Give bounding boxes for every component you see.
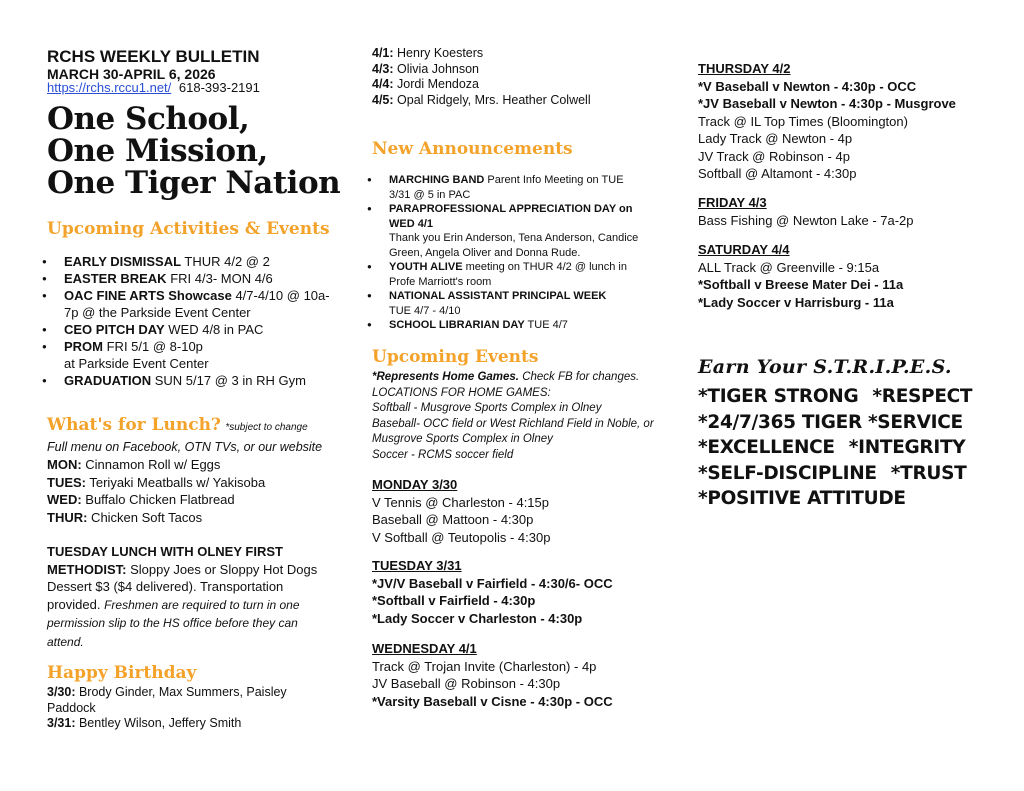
list-item: ● NATIONAL ASSISTANT PRINCIPAL WEEK TUE 4/7 - 4/10 (372, 289, 647, 318)
list-item: 4/1: Henry Koesters (372, 46, 484, 60)
contact-line (47, 80, 260, 95)
motto-line-1: One School, (47, 101, 250, 137)
lunch-heading: What's for Lunch? (47, 415, 221, 435)
day-heading: SATURDAY 4/4 (698, 242, 790, 257)
list-item: 3/30: Brody Ginder, Max Summers, Paisley Paddock (47, 685, 287, 715)
website-link[interactable]: https://rchs.rccu1.net/ (47, 80, 172, 95)
birthday-heading: Happy Birthday (47, 663, 197, 683)
stripes-heading: Earn Your S.T.R.I.P.E.S. (698, 356, 952, 378)
list-item: MON: Cinnamon Roll w/ Eggs (47, 457, 221, 472)
list-item: JV Track @ Robinson - 4p (698, 148, 850, 164)
wednesday-events (372, 640, 613, 710)
friday-events (698, 194, 914, 229)
list-item: ● GRADUATION SUN 5/17 @ 3 in RH Gym (47, 372, 337, 389)
list-item: *V Baseball v Newton - 4:30p - OCC (698, 78, 917, 94)
list-item: 4/5: Opal Ridgely, Mrs. Heather Colwell (372, 92, 591, 107)
list-item: WED: Buffalo Chicken Flatbread (47, 492, 235, 507)
list-item: *TIGER STRONG *RESPECT (698, 386, 973, 407)
motto (47, 103, 340, 199)
bulletin-dates: MARCH 30-APRIL 6, 2026 (47, 66, 216, 82)
list-item: *Lady Soccer v Charleston - 4:30p (372, 610, 583, 626)
list-item: *EXCELLENCE *INTEGRITY (698, 437, 966, 458)
day-heading: FRIDAY 4/3 (698, 195, 767, 210)
list-item: ALL Track @ Greenville - 9:15a (698, 259, 880, 275)
list-item: Track @ IL Top Times (Bloomington) (698, 113, 908, 129)
motto-line-3: One Tiger Nation (47, 165, 341, 201)
list-item: Bass Fishing @ Newton Lake - 7a-2p (698, 212, 914, 228)
tuesday-lunch: TUESDAY LUNCH WITH OLNEY FIRST METHODIST: Sloppy Joes or Sloppy Hot Dogs Dessert $3 ($4 delivered). Transportation provided. Freshmen are required to turn in one permission slip to the HS office before they can attend. (47, 544, 318, 649)
lunch-menu (47, 456, 265, 526)
list-item: *JV Baseball v Newton - 4:30p - Musgrove (698, 96, 956, 111)
list-item: *Lady Soccer v Harrisburg - 11a (698, 294, 894, 310)
list-item: TUES: Teriyaki Meatballs w/ Yakisoba (47, 474, 266, 490)
list-item: *POSITIVE ATTITUDE (698, 488, 906, 509)
lunch-menu-note: Full menu on Facebook, OTN TVs, or our website (47, 440, 323, 454)
day-heading: MONDAY 3/30 (372, 477, 458, 492)
motto-line-2: One Mission, (47, 133, 268, 169)
list-item: *JV/V Baseball v Fairfield - 4:30/6- OCC (372, 575, 613, 591)
list-item: V Tennis @ Charleston - 4:15p (372, 494, 549, 510)
list-item: Baseball @ Mattoon - 4:30p (372, 512, 534, 527)
saturday-events (698, 241, 903, 311)
list-item: Softball @ Altamont - 4:30p (698, 166, 857, 181)
list-item: ● CEO PITCH DAY WED 4/8 in PAC (47, 321, 337, 338)
birthday-list-b (372, 46, 591, 108)
day-heading: WEDNESDAY 4/1 (372, 641, 477, 656)
activities-list (47, 253, 337, 389)
list-item: V Softball @ Teutopolis - 4:30p (372, 529, 551, 545)
list-item: ● PROM FRI 5/1 @ 8-10p at Parkside Event Center (47, 338, 337, 372)
list-item: ● EARLY DISMISSAL THUR 4/2 @ 2 (47, 253, 337, 270)
list-item: *Varsity Baseball v Cisne - 4:30p - OCC (372, 693, 613, 709)
list-item: ● MARCHING BAND Parent Info Meeting on TUE 3/31 @ 5 in PAC (372, 173, 647, 202)
events-notes: *Represents Home Games. Check FB for changes. LOCATIONS FOR HOME GAMES: Softball - Musgrove Sports Complex in Olney Baseball- OCC field or West Richland Field in Noble, or Musgrove Sports Complex in Olney Soccer - RCMS soccer field (372, 371, 654, 461)
day-heading: TUESDAY 3/31 (372, 558, 462, 573)
birthday-list-a (47, 685, 307, 732)
activities-heading: Upcoming Activities & Events (47, 219, 330, 239)
list-item: ● YOUTH ALIVE meeting on THUR 4/2 @ lunch in Profe Marriott's room (372, 260, 647, 289)
lunch-subject-note: *subject to change (225, 422, 308, 433)
list-item: Lady Track @ Newton - 4p (698, 131, 853, 146)
list-item: 3/31: Bentley Wilson, Jeffery Smith (47, 716, 242, 730)
tuesday-events (372, 557, 613, 627)
list-item: *SELF-DISCIPLINE *TRUST (698, 462, 967, 484)
list-item: JV Baseball @ Robinson - 4:30p (372, 676, 561, 691)
list-item: *Softball v Fairfield - 4:30p (372, 593, 536, 608)
stripes-values (698, 384, 972, 512)
announcements-list (372, 173, 647, 333)
list-item: 4/3: Olivia Johnson (372, 61, 480, 76)
list-item: ● PARAPROFESSIONAL APPRECIATION DAY on WED 4/1 Thank you Erin Anderson, Tena Anderson, Candice Green, Angela Oliver and Donna Rude. (372, 202, 647, 260)
events-heading: Upcoming Events (372, 347, 539, 367)
lunch-heading-row (47, 415, 308, 435)
list-item: *24/7/365 TIGER *SERVICE (698, 411, 963, 433)
announcements-heading: New Announcements (372, 139, 573, 159)
day-heading: THURSDAY 4/2 (698, 61, 791, 76)
monday-events (372, 476, 550, 546)
bulletin-title: RCHS WEEKLY BULLETIN (47, 47, 260, 66)
list-item: THUR: Chicken Soft Tacos (47, 509, 203, 525)
list-item: ● SCHOOL LIBRARIAN DAY TUE 4/7 (372, 318, 647, 333)
phone-number: 618-393-2191 (178, 80, 260, 95)
list-item: ● OAC FINE ARTS Showcase 4/7-4/10 @ 10a-7p @ the Parkside Event Center (47, 287, 337, 321)
thursday-events (698, 60, 956, 183)
list-item: ● EASTER BREAK FRI 4/3- MON 4/6 (47, 270, 337, 287)
list-item: *Softball v Breese Mater Dei - 11a (698, 277, 904, 292)
list-item: Track @ Trojan Invite (Charleston) - 4p (372, 658, 597, 674)
list-item: 4/4: Jordi Mendoza (372, 77, 480, 91)
